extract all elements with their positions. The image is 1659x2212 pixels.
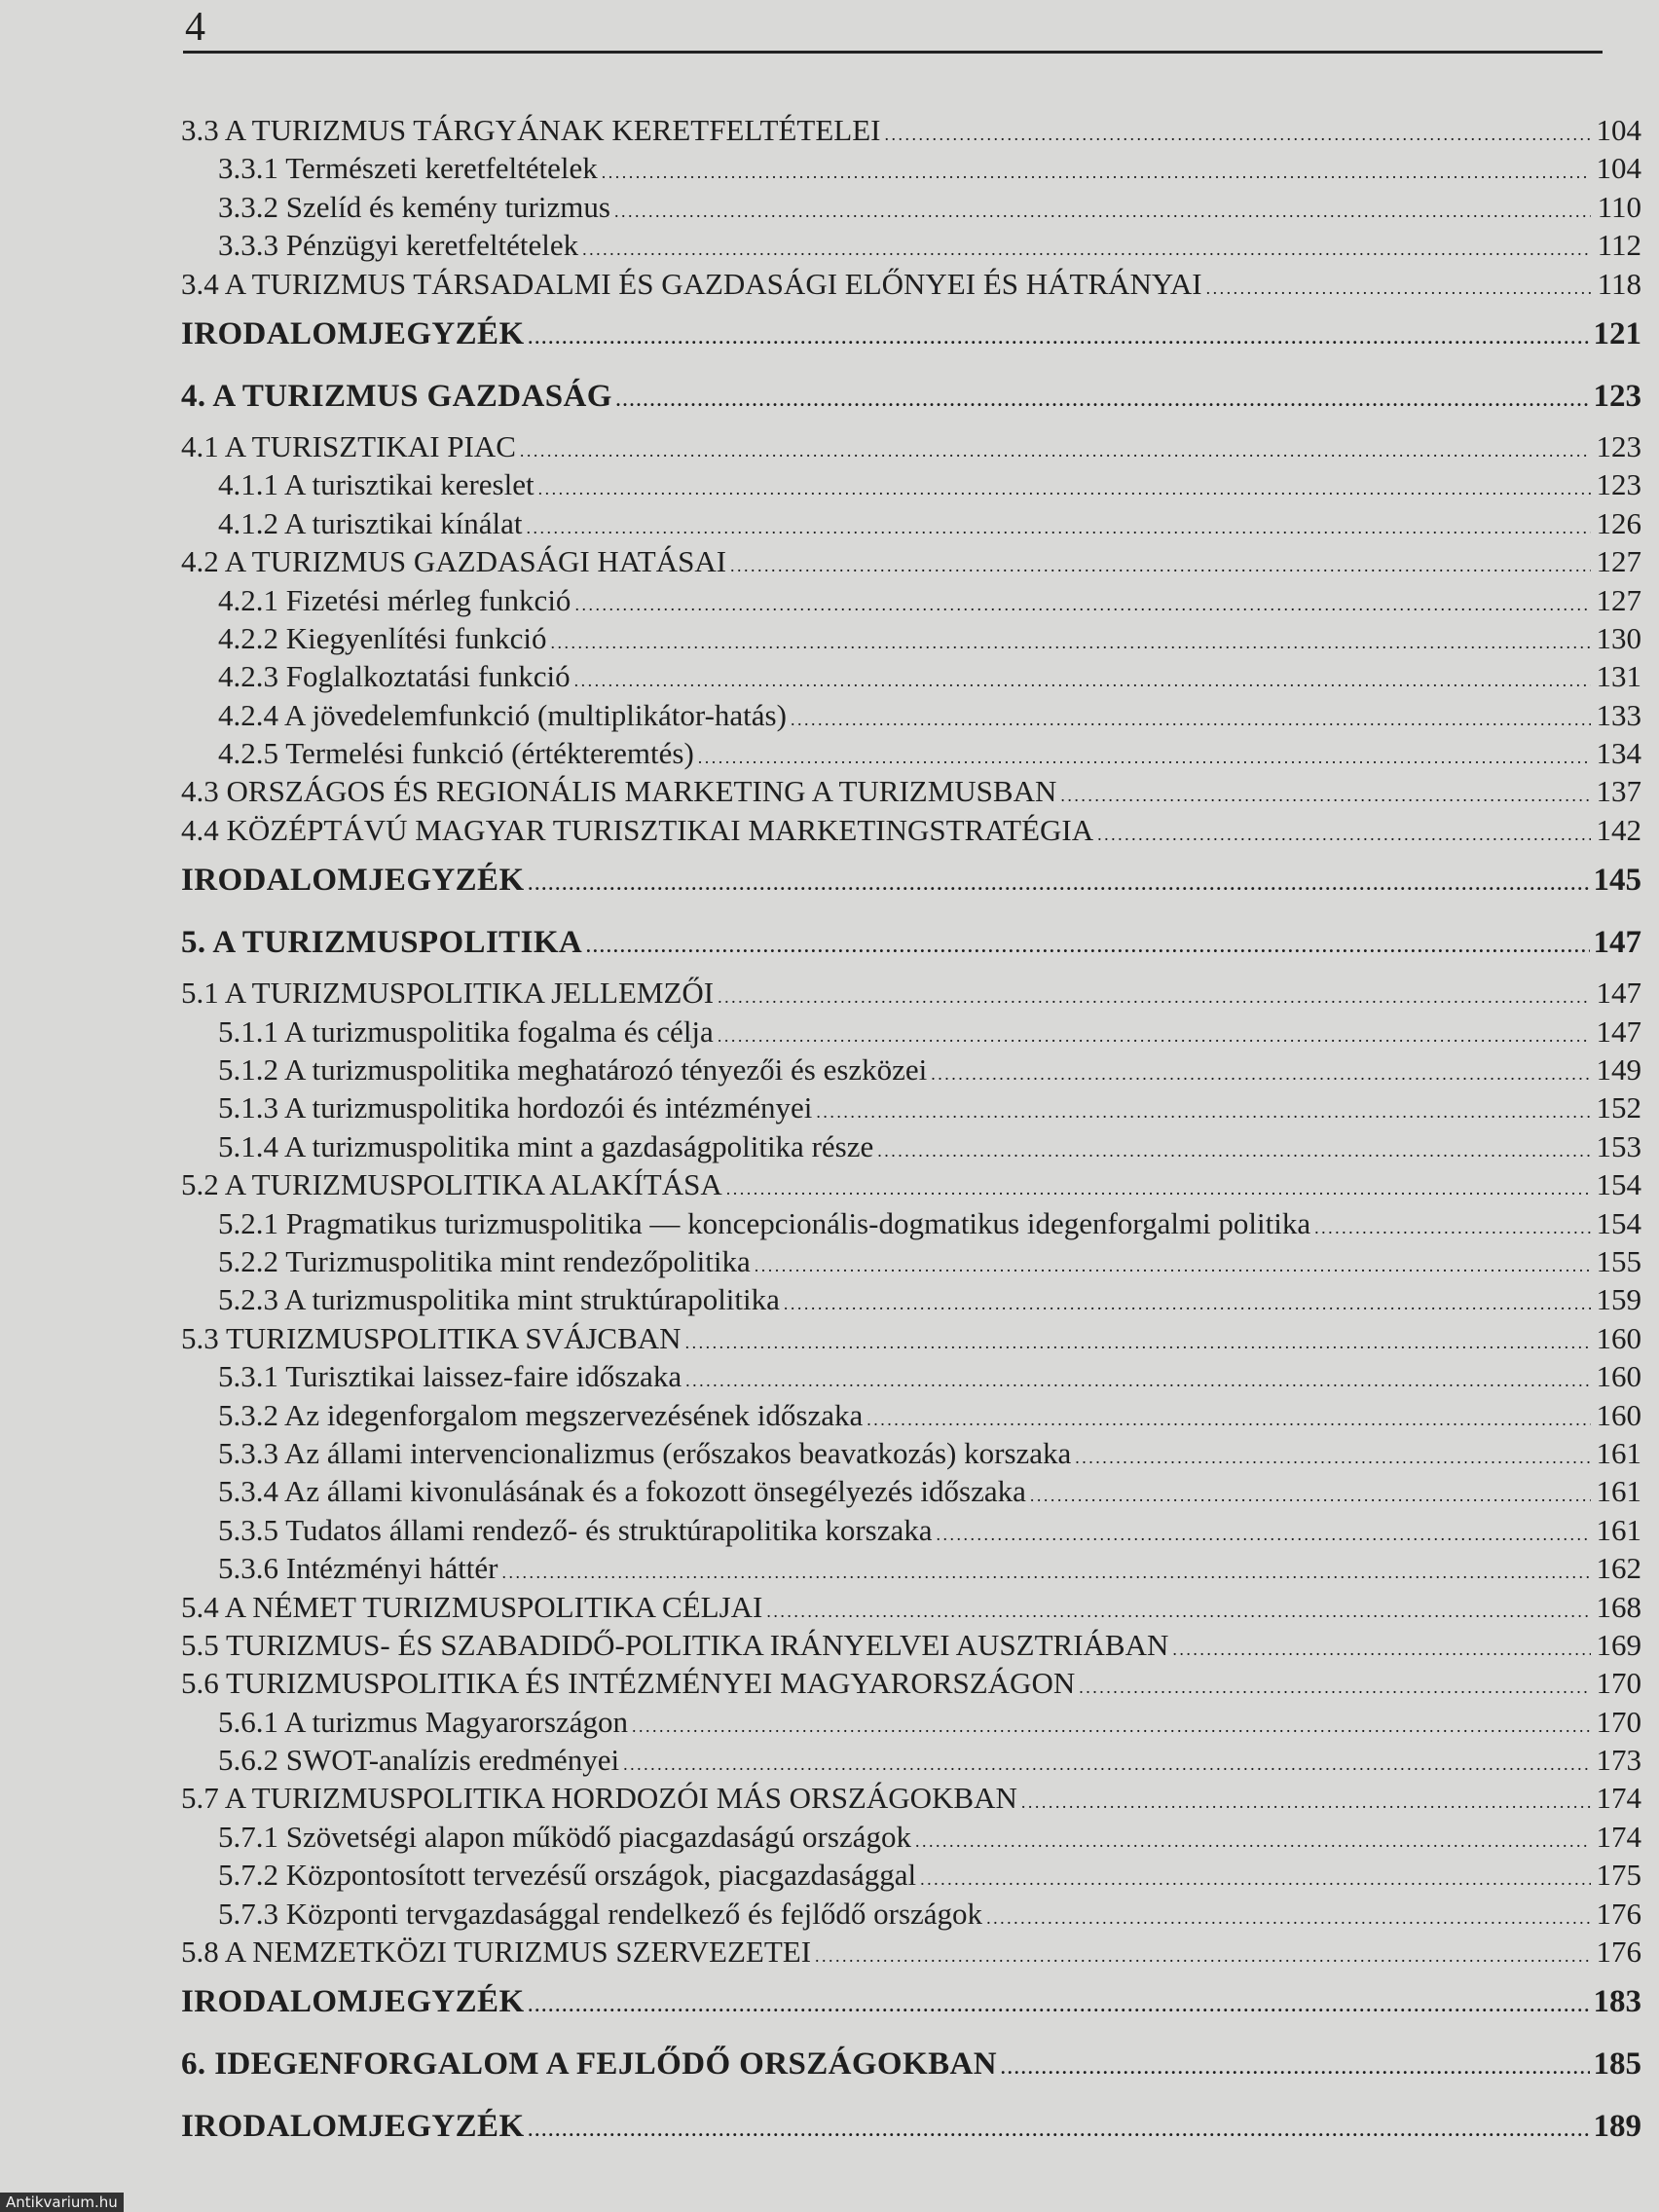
dot-leader xyxy=(816,1088,1591,1131)
toc-entry-page: 174 xyxy=(1596,1819,1641,1854)
toc-entry-title: 5.3 TURIZMUSPOLITIKA SVÁJCBAN xyxy=(181,1320,682,1355)
dot-leader xyxy=(616,365,1590,431)
dot-leader xyxy=(623,1741,1591,1784)
toc-entry xyxy=(181,1664,1641,1702)
toc-entry-title: 4.1.2 A turisztikai kínálat xyxy=(218,505,523,540)
toc-entry xyxy=(181,1511,1641,1549)
toc-entry xyxy=(181,1741,1641,1779)
dot-leader xyxy=(529,1971,1590,2037)
toc-entry-page: 170 xyxy=(1596,1704,1641,1739)
toc-entry xyxy=(181,226,1641,264)
toc-entry-title: 5.5 TURIZMUS- ÉS SZABADIDŐ-POLITIKA IRÁNYELVEI AUSZTRIÁBAN xyxy=(181,1627,1169,1662)
toc-entry xyxy=(181,427,1641,465)
toc-entry-page: 176 xyxy=(1596,1935,1641,1970)
toc-entry-title: 4.2.4 A jövedelemfunkció (multiplikátor-hatás) xyxy=(218,697,787,732)
dot-leader xyxy=(784,1280,1591,1323)
toc-entry xyxy=(181,911,1641,974)
dot-leader xyxy=(685,1319,1591,1362)
dot-leader xyxy=(755,1242,1591,1285)
toc-entry xyxy=(181,849,1641,911)
toc-entry-page: 142 xyxy=(1596,812,1641,847)
toc-entry-page: 189 xyxy=(1593,2109,1641,2145)
toc-entry-page: 183 xyxy=(1593,1984,1641,2020)
toc-entry xyxy=(181,542,1641,580)
toc-entry xyxy=(181,303,1641,365)
toc-entry xyxy=(181,149,1641,187)
dot-leader xyxy=(698,734,1591,777)
dot-leader xyxy=(574,581,1591,624)
toc-entry-page: 170 xyxy=(1596,1666,1641,1701)
toc-entry-page: 154 xyxy=(1596,1205,1641,1240)
toc-entry xyxy=(181,1472,1641,1510)
toc-entry-page: 123 xyxy=(1593,378,1641,414)
toc-entry xyxy=(181,1549,1641,1587)
dot-leader xyxy=(614,188,1591,231)
toc-entry-title: 5.7 A TURIZMUSPOLITIKA HORDOZÓI MÁS ORSZÁGOKBAN xyxy=(181,1781,1017,1816)
toc-entry xyxy=(181,1895,1641,1933)
toc-entry-title: 4.2.3 Foglalkoztatási funkció xyxy=(218,659,571,694)
toc-entry xyxy=(181,1818,1641,1856)
toc-entry xyxy=(181,1933,1641,1971)
toc-entry-page: 152 xyxy=(1596,1090,1641,1125)
toc-entry-title: 5.6.2 SWOT-analízis eredményei xyxy=(218,1743,620,1778)
toc-entry xyxy=(181,772,1641,810)
header-rule xyxy=(183,51,1603,54)
toc-entry-title: 4. A TURIZMUS GAZDASÁG xyxy=(181,378,612,414)
toc-entry-title: 5.2.2 Turizmuspolitika mint rendezőpolitika xyxy=(218,1243,751,1278)
dot-leader xyxy=(502,1549,1591,1592)
toc-entry xyxy=(181,265,1641,303)
toc-entry xyxy=(181,1396,1641,1434)
dot-leader xyxy=(632,1703,1591,1746)
toc-entry-page: 145 xyxy=(1593,863,1641,899)
toc-entry-page: 131 xyxy=(1596,659,1641,694)
toc-entry-page: 127 xyxy=(1596,582,1641,617)
toc-entry-title: 5.6.1 A turizmus Magyarországon xyxy=(218,1704,629,1739)
dot-leader xyxy=(815,1933,1591,1975)
toc-entry-title: 5.1.1 A turizmuspolitika fogalma és célja xyxy=(218,1014,714,1049)
toc-entry xyxy=(181,1319,1641,1357)
toc-entry-title: 5.2.3 A turizmuspolitika mint struktúrapolitika xyxy=(218,1282,780,1317)
dot-leader xyxy=(791,696,1591,739)
toc-entry-page: 160 xyxy=(1596,1397,1641,1432)
dot-leader xyxy=(1314,1204,1591,1247)
toc-entry xyxy=(181,1357,1641,1395)
dot-leader xyxy=(529,303,1590,369)
toc-entry xyxy=(181,657,1641,695)
toc-entry-page: 121 xyxy=(1593,315,1641,351)
toc-entry-page: 160 xyxy=(1596,1320,1641,1355)
dot-leader xyxy=(1172,1626,1591,1669)
toc-entry xyxy=(181,696,1641,734)
toc-entry-title: 5.1.3 A turizmuspolitika hordozói és intézményei xyxy=(218,1090,813,1125)
toc-entry-title: 5.1 A TURIZMUSPOLITIKA JELLEMZŐI xyxy=(181,976,715,1011)
dot-leader xyxy=(1075,1434,1591,1477)
dot-leader xyxy=(538,465,1591,508)
toc-entry-page: 174 xyxy=(1596,1781,1641,1816)
toc-entry xyxy=(181,1242,1641,1280)
toc-entry xyxy=(181,1051,1641,1088)
toc-entry-title: 5.7.1 Szövetségi alapon működő piacgazdaságú országok xyxy=(218,1819,911,1854)
toc-entry-page: 153 xyxy=(1596,1128,1641,1163)
toc-entry xyxy=(181,811,1641,849)
toc-entry-title: 5.3.6 Intézményi háttér xyxy=(218,1551,498,1586)
dot-leader xyxy=(529,849,1590,915)
dot-leader xyxy=(527,504,1591,547)
toc-entry xyxy=(181,1588,1641,1626)
toc-entry-page: 118 xyxy=(1597,266,1641,301)
toc-entry xyxy=(181,1013,1641,1051)
toc-entry xyxy=(181,1165,1641,1203)
toc-entry-title: 5.3.3 Az állami intervencionalizmus (erőszakos beavatkozás) korszaka xyxy=(218,1435,1072,1470)
dot-leader xyxy=(586,911,1589,977)
table-of-contents xyxy=(181,111,1641,2157)
toc-entry-title: 4.1 A TURISZTIKAI PIAC xyxy=(181,428,516,463)
toc-entry-page: 130 xyxy=(1596,620,1641,655)
toc-entry xyxy=(181,734,1641,772)
toc-entry-title: 5.3.4 Az állami kivonulásának és a fokozott önsegélyezés időszaka xyxy=(218,1474,1026,1509)
toc-entry xyxy=(181,504,1641,542)
dot-leader xyxy=(920,1856,1591,1899)
toc-entry-page: 126 xyxy=(1596,505,1641,540)
toc-entry xyxy=(181,1856,1641,1894)
toc-entry-page: 147 xyxy=(1593,925,1641,961)
toc-entry-page: 185 xyxy=(1593,2046,1641,2083)
toc-entry-title: 5.3.2 Az idegenforgalom megszervezésének időszaka xyxy=(218,1397,864,1432)
toc-entry-title: 4.2.5 Termelési funkció (értékteremtés) xyxy=(218,736,694,771)
toc-entry-page: 161 xyxy=(1596,1512,1641,1547)
dot-leader xyxy=(1030,1472,1591,1515)
dot-leader xyxy=(718,974,1591,1016)
toc-entry xyxy=(181,188,1641,226)
dot-leader xyxy=(931,1051,1591,1093)
toc-entry-title: 5.2 A TURIZMUSPOLITIKA ALAKÍTÁSA xyxy=(181,1167,722,1202)
dot-leader xyxy=(1021,1779,1591,1822)
toc-entry-page: 161 xyxy=(1596,1474,1641,1509)
dot-leader xyxy=(1097,811,1591,854)
toc-entry-title: 4.2.1 Fizetési mérleg funkció xyxy=(218,582,571,617)
toc-entry-title: 5.7.2 Központosított tervezésű országok, piacgazdasággal xyxy=(218,1858,917,1893)
toc-entry xyxy=(181,974,1641,1012)
dot-leader xyxy=(866,1396,1591,1439)
toc-entry xyxy=(181,1703,1641,1741)
toc-entry-page: 137 xyxy=(1596,774,1641,809)
toc-entry-title: 3.3.1 Természeti keretfeltételek xyxy=(218,151,598,186)
dot-leader xyxy=(730,542,1591,585)
toc-entry-title: 5.3.1 Turisztikai laissez-faire időszaka xyxy=(218,1359,682,1394)
toc-entry-page: 123 xyxy=(1596,428,1641,463)
toc-entry xyxy=(181,619,1641,657)
toc-entry-title: 5.2.1 Pragmatikus turizmuspolitika — koncepcionális-dogmatikus idegenforgalmi politika xyxy=(218,1205,1311,1240)
dot-leader xyxy=(915,1818,1591,1861)
toc-entry-page: 175 xyxy=(1596,1858,1641,1893)
dot-leader xyxy=(877,1127,1591,1170)
toc-entry-page: 104 xyxy=(1596,151,1641,186)
toc-entry-title: 5.6 TURIZMUSPOLITIKA ÉS INTÉZMÉNYEI MAGYARORSZÁGON xyxy=(181,1666,1076,1701)
toc-entry-page: 104 xyxy=(1596,113,1641,147)
toc-entry xyxy=(181,2095,1641,2157)
toc-entry-page: 147 xyxy=(1596,1014,1641,1049)
toc-entry-page: 169 xyxy=(1596,1627,1641,1662)
toc-entry xyxy=(181,365,1641,427)
dot-leader xyxy=(1206,265,1591,308)
watermark: Antikvarium.hu xyxy=(0,2193,124,2212)
dot-leader xyxy=(520,427,1591,470)
toc-entry-title: 4.2.2 Kiegyenlítési funkció xyxy=(218,620,547,655)
toc-entry-page: 176 xyxy=(1596,1896,1641,1931)
toc-entry-page: 134 xyxy=(1596,736,1641,771)
toc-entry-page: 173 xyxy=(1596,1743,1641,1778)
dot-leader xyxy=(766,1588,1591,1631)
dot-leader xyxy=(986,1895,1591,1937)
toc-entry-page: 133 xyxy=(1596,697,1641,732)
toc-entry-title: 5.7.3 Központi tervgazdasággal rendelkező és fejlődő országok xyxy=(218,1896,983,1931)
dot-leader xyxy=(884,111,1591,154)
dot-leader xyxy=(685,1357,1591,1400)
dot-leader xyxy=(726,1165,1591,1208)
toc-entry-page: 147 xyxy=(1596,976,1641,1011)
toc-entry-title: 3.3 A TURIZMUS TÁRGYÁNAK KERETFELTÉTELEI xyxy=(181,113,881,147)
toc-entry xyxy=(181,1204,1641,1242)
toc-entry-page: 168 xyxy=(1596,1589,1641,1624)
toc-entry xyxy=(181,1971,1641,2033)
toc-entry xyxy=(181,465,1641,503)
toc-entry xyxy=(181,1088,1641,1126)
toc-entry-title: 5.1.2 A turizmuspolitika meghatározó tényezői és eszközei xyxy=(218,1052,928,1088)
toc-entry-title: 5.8 A NEMZETKÖZI TURIZMUS SZERVEZETEI xyxy=(181,1935,812,1970)
toc-entry-title: IRODALOMJEGYZÉK xyxy=(181,2109,525,2145)
toc-entry xyxy=(181,1127,1641,1165)
toc-entry xyxy=(181,581,1641,619)
dot-leader xyxy=(1001,2033,1590,2099)
dot-leader xyxy=(937,1511,1591,1554)
toc-entry xyxy=(181,1626,1641,1664)
toc-entry-page: 154 xyxy=(1596,1167,1641,1202)
dot-leader xyxy=(1060,772,1591,815)
toc-entry-page: 155 xyxy=(1596,1243,1641,1278)
toc-entry-page: 127 xyxy=(1596,544,1641,579)
toc-entry-page: 149 xyxy=(1596,1052,1641,1088)
dot-leader xyxy=(718,1013,1591,1055)
toc-entry-title: IRODALOMJEGYZÉK xyxy=(181,1984,525,2020)
dot-leader xyxy=(529,2095,1590,2161)
toc-entry-page: 112 xyxy=(1597,228,1641,263)
toc-entry-title: 3.3.3 Pénzügyi keretfeltételek xyxy=(218,228,579,263)
toc-entry-page: 162 xyxy=(1596,1551,1641,1586)
toc-entry xyxy=(181,1779,1641,1817)
toc-entry-page: 123 xyxy=(1596,467,1641,502)
toc-entry-page: 159 xyxy=(1596,1282,1641,1317)
toc-entry-title: 6. IDEGENFORGALOM A FEJLŐDŐ ORSZÁGOKBAN xyxy=(181,2046,997,2083)
toc-entry-title: 4.1.1 A turisztikai kereslet xyxy=(218,467,535,502)
dot-leader xyxy=(582,226,1591,269)
toc-entry-page: 110 xyxy=(1597,189,1641,224)
toc-entry-page: 160 xyxy=(1596,1359,1641,1394)
toc-entry-title: 3.3.2 Szelíd és kemény turizmus xyxy=(218,189,610,224)
toc-entry xyxy=(181,2033,1641,2095)
page-number: 4 xyxy=(185,5,205,50)
dot-leader xyxy=(551,619,1592,662)
toc-entry-title: 5. A TURIZMUSPOLITIKA xyxy=(181,925,583,961)
toc-entry-title: 4.4 KÖZÉPTÁVÚ MAGYAR TURISZTIKAI MARKETINGSTRATÉGIA xyxy=(181,812,1094,847)
dot-leader xyxy=(574,657,1591,700)
toc-entry-page: 161 xyxy=(1596,1435,1641,1470)
toc-entry-title: 3.4 A TURIZMUS TÁRSADALMI ÉS GAZDASÁGI ELŐNYEI ÉS HÁTRÁNYAI xyxy=(181,266,1202,301)
toc-entry xyxy=(181,111,1641,149)
toc-entry-title: 5.1.4 A turizmuspolitika mint a gazdaságpolitika része xyxy=(218,1128,874,1163)
dot-leader xyxy=(602,149,1591,192)
toc-entry-title: IRODALOMJEGYZÉK xyxy=(181,863,525,899)
toc-entry-title: 5.3.5 Tudatos állami rendező- és struktúrapolitika korszaka xyxy=(218,1512,933,1547)
toc-entry xyxy=(181,1434,1641,1472)
toc-entry-title: 4.2 A TURIZMUS GAZDASÁGI HATÁSAI xyxy=(181,544,727,579)
toc-entry-title: IRODALOMJEGYZÉK xyxy=(181,315,525,351)
toc-entry xyxy=(181,1280,1641,1318)
dot-leader xyxy=(1079,1664,1591,1707)
toc-entry-title: 4.3 ORSZÁGOS ÉS REGIONÁLIS MARKETING A TURIZMUSBAN xyxy=(181,774,1057,809)
toc-entry-title: 5.4 A NÉMET TURIZMUSPOLITIKA CÉLJAI xyxy=(181,1589,763,1624)
